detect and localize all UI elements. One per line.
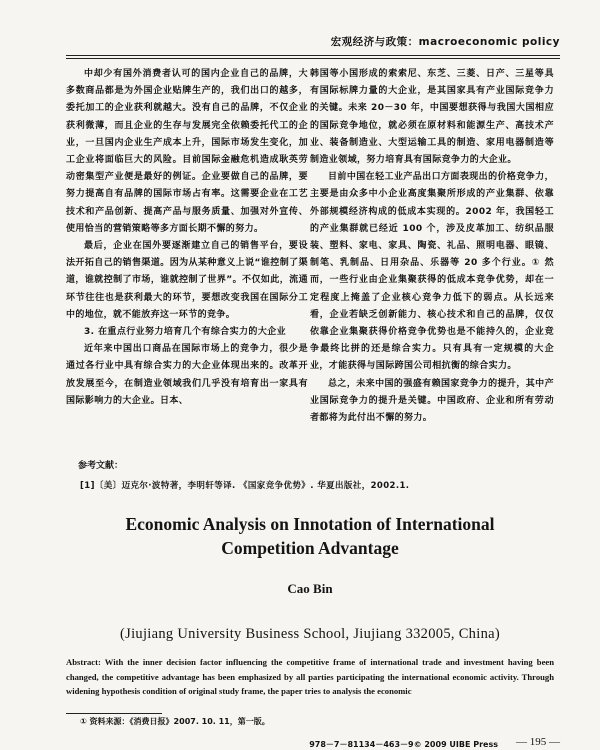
body-paragraph: 中却少有国外消费者认可的国内企业自己的品牌，大多数商品都是为外国企业贴牌生产的，我们出口的越多，委托加工的企业获利就越大。没有自己的品牌，不仅企业获利微薄，而且企业的生存与发展完全依赖委托代工的企业，一旦国内企业生产成本上升，国际市场发生变化，加工企业将面临巨大的风险。目前国际金融危机造成耿英劳动密集型产业便是最好的例证。企业要做自己的品牌，要努力提高自有品牌的国际市场占有率。这需要企业在工艺技术和产品创新、提高产品与服务质量、加强对外宣传、使用恰当的营销策略等多方面长期不懈的努力。 — [66, 69, 308, 234]
english-title-line: Economic Analysis on Innotation of International — [125, 514, 495, 534]
body-paragraph: 韩国等小国形成的索索尼、东芝、三菱、日产、三星等具有国际标牌力量的大企业，是其国家具有产业国际竞争力的关键。未来 20－30 年，中国要想获得与我国大国相应的国际竞争地位，就必须在原材料和能源生产、高技术产业、装备制造业、大型运输工具的制造、家用电器制造等制造业领域，努力培育具有国际竞争力的大企业。 — [310, 69, 554, 166]
header-rule — [66, 55, 560, 59]
abstract-label: Abstract: — [66, 657, 101, 667]
body-paragraph: 目前中国在轻工业产品出口方面表现出的价格竞争力，主要是由众多中小企业高度集聚所形成的产业集群、依靠外部规模经济构成的低成本实现的。2002 年，我国轻工的产业集群就已经近 100 个，涉及皮革加工、纺织品服装、塑料、家电、家具、陶瓷、礼品、照明电器、眼镜、制笔、乳制品、日用杂品、乐器等 20 多个行业。① 然而，一些行业由企业集聚获得的低成本竞争优势，却在一定程度上掩盖了企业核心竞争力低下的弱点。从长远来看，企业若缺乏创新能力、核心技术和自己的品牌，仅仅依靠企业集聚获得价格竞争优势也是不能持久的，企业竞争最终比拼的还是综合实力。只有具有一定规模的大企业，才能获得与国际跨国公司相抗衡的综合实力。 — [310, 172, 554, 372]
english-title — [66, 512, 554, 560]
abstract-text: With the inner decision factor influencing the competitive frame of international trade and investment having been changed, the competitive advantage has been emphasized by all parties participating the international economic activity. Through widening hypothesis condition of original study frame, the paper tries to analysis the economic — [66, 657, 554, 696]
footnote-rule — [66, 713, 162, 714]
english-title-line: Competition Advantage — [221, 538, 399, 558]
body-paragraph: 近年来中国出口商品在国际市场上的竞争力，很少是通过各行业中具有综合实力的大企业体现出来的。改革开放发展至今，在制造业领域我们几乎没有培育出一家具有国际影响力的大企业。日本、 — [66, 344, 308, 406]
body-paragraph: 总之，未来中国的强盛有赖国家竞争力的提升，其中产业国际竞争力的提升是关键。中国政府、企业和所有劳动者都将为此付出不懈的努力。 — [310, 378, 554, 424]
left-column — [66, 66, 308, 444]
body-paragraph: 最后，企业在国外要逐渐建立自己的销售平台，要设法开拓自己的销售渠道。因为从某种意义上说“谁控制了渠道，谁就控制了市场，谁就控制了世界”。不仅如此，流通环节往往也是获利最大的环节，要想改变我国在国际分工中的地位，就不能放弃这一环节的竞争。 — [66, 241, 308, 320]
abstract — [66, 655, 554, 699]
running-head: 宏观经济与政策：macroeconomic policy — [330, 36, 560, 48]
reference-item: [1]〔美〕迈克尔·波特著，李明轩等译. 《国家竞争优势》. 华夏出版社，2002.1. — [80, 481, 410, 491]
references-heading: 参考文献： — [78, 461, 124, 471]
author-affiliation: (Jiujiang University Business School, Jiujiang 332005, China) — [120, 626, 500, 642]
page-number: — 195 — — [516, 736, 560, 748]
author-name: Cao Bin — [287, 581, 333, 596]
right-column — [310, 66, 554, 486]
isbn-line: 978－7－81134－463－9© 2009 UIBE Press — [309, 740, 498, 749]
footnote: ① 资料来源：《消费日报》2007. 10. 11，第一版。 — [80, 717, 270, 726]
section-subheading: 3. 在重点行业努力培育几个有综合实力的大企业 — [84, 327, 287, 338]
